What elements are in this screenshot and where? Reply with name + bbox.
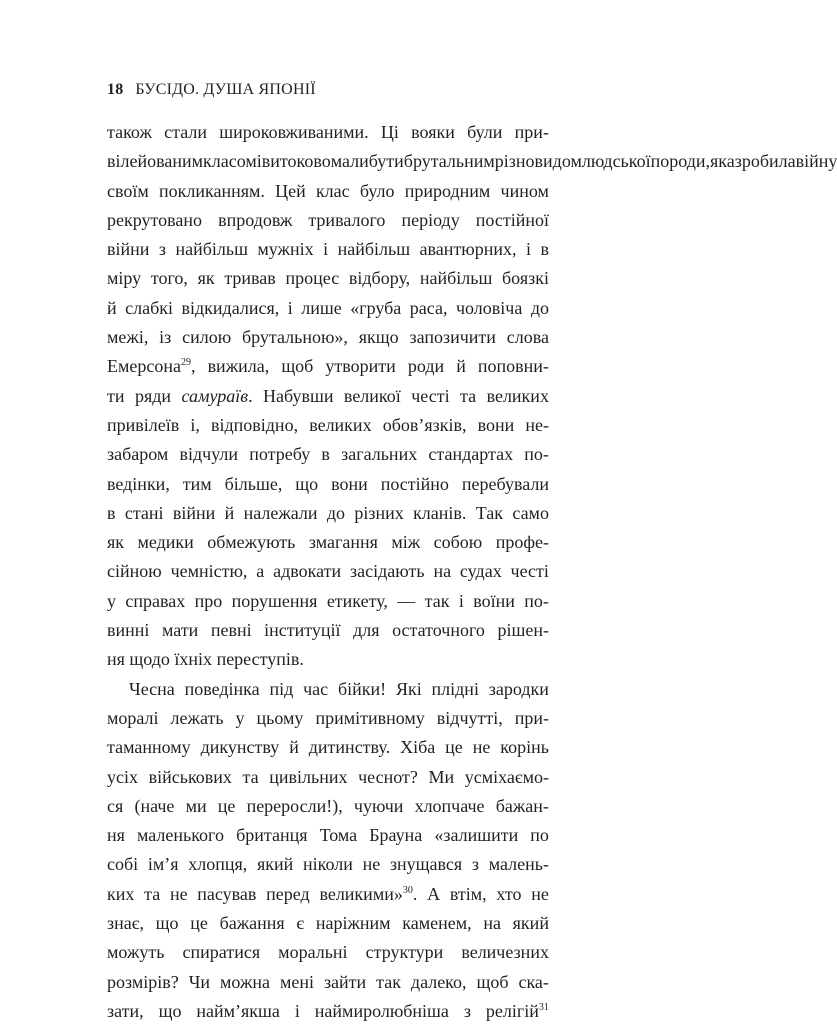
word: не	[362, 854, 381, 875]
word: чином	[500, 180, 549, 201]
text-line	[107, 557, 549, 586]
word: цивільних	[269, 766, 348, 787]
word: найм’якша	[196, 1000, 280, 1021]
word: тривав	[224, 268, 276, 289]
word: і	[287, 297, 293, 318]
text-line	[107, 528, 549, 557]
word: ми	[185, 795, 207, 816]
word: остаточного	[392, 620, 485, 641]
word: й	[107, 297, 117, 318]
word: втім,	[449, 883, 487, 904]
word: хлопця,	[188, 854, 248, 875]
word: чемністю,	[170, 561, 248, 582]
word: на	[433, 561, 452, 582]
word: а	[256, 561, 265, 582]
word: війни	[107, 239, 150, 260]
text-line	[107, 147, 837, 176]
word: великими»$^{30}$.	[319, 883, 418, 904]
word: мужніх	[257, 239, 314, 260]
word: переросли!),	[246, 795, 343, 816]
word: А	[427, 883, 441, 904]
word: і,	[190, 414, 200, 435]
word: межі,	[107, 327, 149, 348]
text-line	[107, 968, 549, 997]
word: це	[445, 737, 463, 758]
word: малень-	[488, 854, 549, 875]
word: яка	[710, 151, 735, 172]
word: Ми	[428, 766, 455, 787]
word: це	[190, 913, 208, 934]
word: не-	[525, 414, 549, 435]
word: при-	[514, 707, 549, 728]
word: і	[323, 239, 329, 260]
text-line	[107, 675, 549, 704]
word: вони	[477, 414, 515, 435]
word: що	[155, 913, 179, 934]
word: ска-	[518, 971, 549, 992]
word: та	[144, 883, 161, 904]
text-line	[107, 206, 549, 235]
word: належали	[243, 502, 318, 523]
word: ся	[107, 795, 124, 816]
text-line	[107, 850, 549, 879]
word: мали	[330, 151, 369, 172]
word: собою	[433, 532, 483, 553]
word: корінь	[500, 737, 549, 758]
word: поповни-	[477, 356, 549, 377]
text-line	[107, 616, 549, 645]
word: вояки	[411, 122, 455, 142]
word: мати	[161, 620, 199, 641]
word: військових	[148, 766, 232, 787]
word: рішен-	[497, 620, 549, 641]
text-line	[107, 821, 549, 850]
word: клас	[315, 180, 350, 201]
word: хто	[496, 883, 522, 904]
word: у	[235, 707, 245, 728]
word: можуть	[107, 942, 165, 963]
word: покликанням.	[158, 180, 265, 201]
word: який	[512, 913, 549, 934]
word: зайти	[323, 971, 367, 992]
word: (наче	[134, 795, 175, 816]
word: час	[303, 678, 329, 699]
body-text	[107, 118, 837, 1026]
word: слова	[506, 327, 549, 348]
text-line	[107, 440, 549, 469]
word: наріжним	[315, 913, 391, 934]
word: сійною	[107, 561, 162, 582]
word: й	[456, 356, 466, 377]
word: переступів.	[216, 649, 304, 670]
word: й	[289, 737, 299, 758]
text-line	[107, 645, 549, 674]
word: зати,	[107, 1000, 144, 1021]
word: війни	[172, 502, 216, 523]
word: загальних	[341, 444, 418, 465]
word: при-	[514, 122, 549, 142]
text-line	[107, 382, 549, 411]
word: змагання	[308, 532, 378, 553]
word: релігій$^{31}$	[485, 1000, 549, 1021]
word: чуючи	[353, 795, 404, 816]
footnote-marker: 29	[181, 357, 191, 369]
word: потребу	[249, 444, 311, 465]
word: забаром	[107, 444, 169, 465]
word: брутальною»,	[242, 327, 348, 348]
word: Брауна	[369, 825, 423, 846]
word: моралі	[107, 707, 159, 728]
word: Хіба	[400, 737, 436, 758]
word: в	[540, 239, 549, 260]
word: «груба	[350, 297, 402, 318]
word: поведінка	[184, 678, 260, 699]
word: обов’язків,	[382, 414, 467, 435]
word: ких	[107, 883, 135, 904]
word: постійно	[380, 473, 449, 494]
word: усіх	[107, 766, 138, 787]
word: того,	[150, 268, 188, 289]
word: слабкі	[125, 297, 174, 318]
text-line	[107, 264, 549, 293]
word: це	[217, 795, 236, 816]
word: авантюрних,	[419, 239, 517, 260]
word: що	[295, 473, 319, 494]
word: ня	[107, 825, 125, 846]
word: відкидалися,	[181, 297, 280, 318]
footnote-marker: 31	[538, 1001, 549, 1013]
word: найбільш	[337, 239, 411, 260]
word: роди	[407, 356, 445, 377]
text-line	[107, 323, 549, 352]
word: по	[530, 825, 549, 846]
word: Цей	[275, 180, 306, 201]
word: стандартах	[428, 444, 514, 465]
word: впродовж	[218, 209, 293, 230]
word: утворити	[325, 356, 396, 377]
word: примітивному	[315, 707, 425, 728]
word: справах	[125, 590, 186, 611]
word: про	[194, 590, 223, 611]
word: і	[256, 151, 262, 172]
word: з	[471, 854, 480, 875]
running-head	[107, 80, 316, 100]
word: собі	[107, 854, 139, 875]
word: лежать	[170, 707, 224, 728]
word: витоково	[261, 151, 331, 172]
word: щоб	[476, 971, 509, 992]
word: є	[296, 913, 305, 934]
word: природним	[404, 180, 491, 201]
word: їхніх	[174, 649, 213, 670]
word: відчули	[179, 444, 239, 465]
word: винні	[107, 620, 150, 641]
word: великих	[309, 414, 372, 435]
word: процес	[285, 268, 340, 289]
word: інституції	[264, 620, 341, 641]
word: щодо	[129, 649, 170, 670]
word: якщо	[358, 327, 399, 348]
running-title: БУСІДО. ДУША ЯПОНІЇ	[135, 81, 316, 98]
word: також	[107, 122, 152, 142]
word: та	[460, 385, 477, 406]
word: ніколи	[303, 854, 353, 875]
word: Емерсона$^{29}$,	[107, 356, 196, 377]
word: Набувши	[263, 385, 334, 406]
word: і	[294, 1000, 300, 1021]
word: в	[321, 444, 330, 465]
word: з	[158, 239, 166, 260]
word: плідні	[431, 678, 479, 699]
word: брутальним	[403, 151, 495, 172]
word: цьому	[256, 707, 304, 728]
word: каменем,	[402, 913, 472, 934]
text-line	[107, 470, 549, 499]
footnote-marker: 30	[402, 884, 413, 896]
word: спиратися	[182, 942, 261, 963]
text-line	[107, 733, 549, 762]
word: обмежують	[207, 532, 296, 553]
word: раса,	[409, 297, 448, 318]
text-line	[107, 177, 549, 206]
word: у	[107, 590, 116, 611]
word: величезних	[461, 942, 549, 963]
word: маленького	[137, 825, 224, 846]
text-line	[107, 235, 549, 264]
word: не	[472, 737, 491, 758]
word: —	[397, 590, 416, 611]
text-line	[107, 792, 549, 821]
word: як	[107, 532, 125, 553]
word: вілейованим	[107, 151, 204, 172]
page-number: 18	[107, 81, 124, 98]
word: честі	[411, 385, 450, 406]
word: ти	[107, 385, 125, 406]
text-line	[107, 118, 549, 147]
word: і	[525, 239, 531, 260]
word: що	[158, 1000, 182, 1021]
word: різновидом	[494, 151, 582, 172]
word: кланів.	[413, 502, 467, 523]
word: великих	[486, 385, 549, 406]
word: структури	[365, 942, 444, 963]
word: Так	[475, 502, 504, 523]
word: в	[107, 502, 116, 523]
word: рекрутовано	[107, 209, 203, 230]
word: міру	[107, 268, 142, 289]
word: певні	[210, 620, 252, 641]
word: між	[391, 532, 421, 553]
word: були	[467, 122, 503, 142]
word: пасував	[197, 883, 257, 904]
word: само	[512, 502, 549, 523]
word: тим	[182, 473, 212, 494]
word: зародки	[488, 678, 549, 699]
word: відповідно,	[210, 414, 299, 435]
word: судах	[459, 561, 502, 582]
word: боязкі	[502, 268, 549, 289]
word: й	[224, 502, 235, 523]
word: адвокати	[273, 561, 342, 582]
word: чеснот?	[358, 766, 418, 787]
word: для	[353, 620, 380, 641]
word: який	[257, 854, 294, 875]
word: та	[242, 766, 259, 787]
word: так	[424, 590, 450, 611]
word: не	[531, 883, 549, 904]
word: під	[269, 678, 294, 699]
word: ім’я	[147, 854, 179, 875]
word: Тома	[319, 825, 358, 846]
word: великої	[343, 385, 401, 406]
word: ряди	[134, 385, 172, 406]
word: тривалого	[308, 209, 386, 230]
word: по-	[524, 444, 549, 465]
word: вижила,	[207, 356, 270, 377]
text-line	[107, 352, 549, 381]
word: із	[159, 327, 172, 348]
word: людської	[581, 151, 651, 172]
word: бажання	[219, 913, 285, 934]
word: періоду	[401, 209, 460, 230]
word: щоб	[281, 356, 314, 377]
text-line	[107, 704, 549, 733]
word: більше,	[224, 473, 283, 494]
word: знущався	[389, 854, 463, 875]
word: бійки!	[337, 678, 387, 699]
text-line	[107, 938, 549, 967]
word: честі	[510, 561, 549, 582]
word: усміхаємо-	[464, 766, 549, 787]
word: медики	[137, 532, 194, 553]
word: Які	[395, 678, 422, 699]
word: можна	[220, 971, 271, 992]
word: лише	[301, 297, 342, 318]
word: не	[169, 883, 188, 904]
word: ведінки,	[107, 473, 170, 494]
word: найбільш	[175, 239, 248, 260]
word: було	[359, 180, 395, 201]
word: засідають	[350, 561, 425, 582]
word: далеко,	[410, 971, 467, 992]
text-line	[107, 411, 549, 440]
word: запозичити	[409, 327, 496, 348]
text-line	[107, 587, 549, 616]
word: до	[530, 297, 549, 318]
word: своїм	[107, 180, 149, 201]
word: бути	[368, 151, 404, 172]
word: профе-	[495, 532, 549, 553]
word: самураїв.	[181, 385, 253, 406]
word: породи,	[650, 151, 711, 172]
word: порушення	[231, 590, 318, 611]
word: мені	[279, 971, 314, 992]
word: таманному	[107, 737, 191, 758]
word: знає,	[107, 913, 144, 934]
word: привілеїв	[107, 414, 180, 435]
word: найбільш	[419, 268, 493, 289]
word: Чи	[188, 971, 211, 992]
word: вони	[331, 473, 368, 494]
word: моральні	[278, 942, 348, 963]
text-line	[107, 499, 549, 528]
word: розмірів?	[107, 971, 179, 992]
word: стали	[164, 122, 207, 142]
word: класом	[203, 151, 257, 172]
word: відчутті,	[436, 707, 503, 728]
word: на	[483, 913, 501, 934]
word: чоловіча	[455, 297, 523, 318]
text-line	[107, 880, 549, 909]
text-line	[107, 294, 549, 323]
word: як	[197, 268, 215, 289]
word: так	[376, 971, 401, 992]
text-line	[107, 763, 549, 792]
word: хлопчаче	[414, 795, 485, 816]
word: війну	[795, 151, 837, 172]
word: Ці	[380, 122, 399, 142]
text-line	[107, 909, 549, 938]
word: силою	[182, 327, 232, 348]
word: британця	[236, 825, 308, 846]
word: ня	[107, 649, 125, 670]
word: перед	[266, 883, 310, 904]
word: відбору,	[348, 268, 411, 289]
word: дикунству	[200, 737, 280, 758]
word: бажан-	[495, 795, 549, 816]
word: і	[458, 590, 464, 611]
word: Чесна	[129, 678, 175, 699]
emphasis: самураїв	[181, 385, 249, 406]
word: перебували	[461, 473, 549, 494]
word: наймиролюбніша	[314, 1000, 449, 1021]
word: дитинству.	[308, 737, 391, 758]
word: етикету,	[326, 590, 388, 611]
word: широковживаними.	[219, 122, 369, 142]
word: по-	[524, 590, 549, 611]
word: різних	[354, 502, 404, 523]
word: з	[463, 1000, 471, 1021]
word: постійної	[475, 209, 549, 230]
word: «залишити	[434, 825, 519, 846]
word: зробила	[734, 151, 796, 172]
word: до	[326, 502, 346, 523]
text-line	[107, 997, 549, 1026]
word: стані	[124, 502, 164, 523]
word: воїни	[473, 590, 515, 611]
